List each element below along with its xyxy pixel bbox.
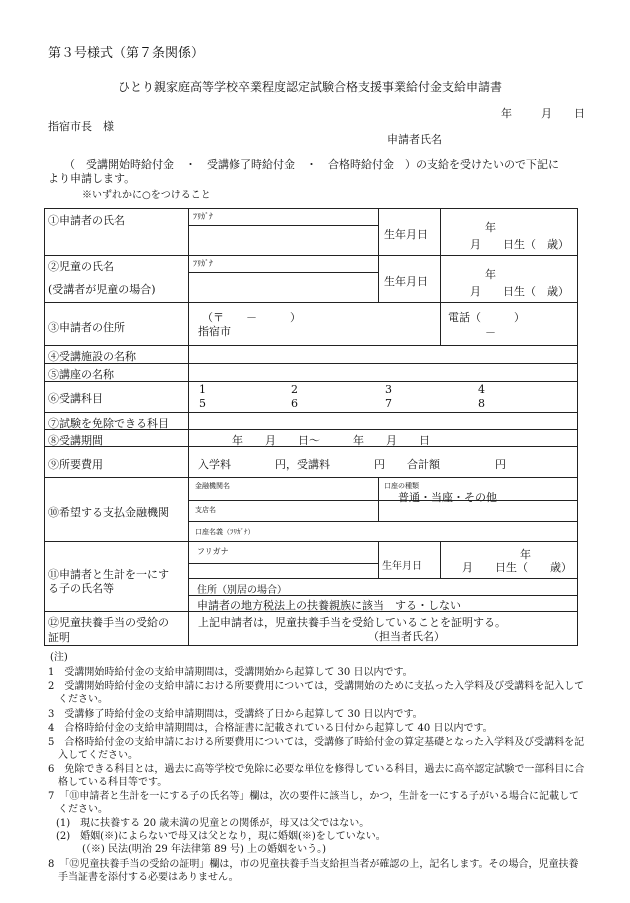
note-line: 手当証書を添付する必要はありません。 xyxy=(48,872,239,883)
note-line: 8 「⑫児童扶養手当の受給の証明」欄は，市の児童扶養手当支給担当者が確認の上，記名します。その場合，児童扶養 xyxy=(48,859,579,870)
note-line: ください。 xyxy=(48,694,108,705)
note-line: 2 受講開始時給付金の支給申請における所要費用については，受講開始のために支払った入学料及び受講料を記入して xyxy=(48,681,585,692)
row11-label: ⑪申請者と生計を一にす xyxy=(48,568,169,581)
note-line: (1) 現に扶養する 20 歳未満の児童との関係が，母又は父ではない。 xyxy=(56,818,370,829)
note-line: 4 合格時給付金の支給申請期間は，合格証書に記載されている日付から起算して 40 日以内です。 xyxy=(48,723,493,734)
row7-label: ⑦試験を免除できる科目 xyxy=(48,417,169,430)
form-number: 第３号様式（第７条関係） xyxy=(48,46,205,61)
request-line-2: より申請します。 xyxy=(48,172,136,185)
residence-label: 住所（別居の場合） xyxy=(197,585,287,596)
account-types: 普通・当座・その他 xyxy=(398,491,497,504)
note-line: 5 合格時給付金の支給申請における所要費用については，受講修了時給付金の算定基礎となった入学料及び受講料を記 xyxy=(48,737,585,748)
phone-label: 電話（ ） xyxy=(448,311,525,324)
row8-label: ⑧受講期間 xyxy=(48,434,103,447)
subject-7: 7 xyxy=(385,397,392,410)
document-title: ひとり親家庭高等学校卒業程度認定試験合格支援事業給付金支給申請書 xyxy=(118,80,503,94)
row11-dob-label: 生年月日 xyxy=(382,561,422,572)
row1-dob-label: 生年月日 xyxy=(384,228,428,241)
certification-text: 上記申請者は，児童扶養手当を受給していることを証明する。 xyxy=(198,616,506,629)
note-line: 格している科目等です。 xyxy=(48,777,168,788)
subject-6: 6 xyxy=(291,397,298,410)
date-month: 月 xyxy=(541,107,552,120)
row11-sublabel: る子の氏名等 xyxy=(48,582,114,595)
row2-label: ②児童の氏名 xyxy=(48,260,114,273)
branch-name-label: 支店名 xyxy=(195,506,216,514)
note-line: 1 受講開始時給付金の支給申請期間は，受講開始から起算して 30 日以内です。 xyxy=(48,667,413,678)
row2-sublabel: (受講者が児童の場合) xyxy=(48,283,156,296)
phone-dash: － xyxy=(485,326,496,339)
note-line: ください。 xyxy=(48,804,108,815)
row5-label: ⑤講座の名称 xyxy=(48,368,114,381)
dependent-status: 申請者の地方税法上の扶養親族に該当 する・しない xyxy=(197,599,461,612)
subject-2: 2 xyxy=(291,383,298,396)
row12-sublabel: 証明 xyxy=(48,631,70,644)
subject-5: 5 xyxy=(199,397,206,410)
request-line-1: （ 受講開始時給付金 ・ 受講修了時給付金 ・ 合格時給付金 ）の支給を受けたいので下記に xyxy=(64,158,559,171)
account-type-label: 口座の種類 xyxy=(384,482,419,490)
row4-label: ④受講施設の名称 xyxy=(48,350,136,363)
row1-furigana: ﾌﾘｶﾞﾅ xyxy=(193,212,213,221)
fees: 入学料 円，受講料 円 合計額 円 xyxy=(198,458,506,471)
row6-label: ⑥受講科目 xyxy=(48,392,103,405)
row2-dob-year: 年 xyxy=(485,268,496,281)
study-period: 年 月 日～ 年 月 日 xyxy=(232,434,430,447)
note-line: (（※) 民法(明治 29 年法律第 89 号) 上の婚姻をいう。) xyxy=(72,844,327,855)
subject-8: 8 xyxy=(478,397,485,410)
subject-3: 3 xyxy=(385,383,392,396)
applicant-name-label: 申請者氏名 xyxy=(387,133,442,146)
date-day: 日 xyxy=(574,107,585,120)
note-line: (2) 婚姻(※)によらないで母又は父となり，現に婚姻(※)をしていない。 xyxy=(56,831,386,842)
row2-dob-rest: 月 日生（ 歳） xyxy=(470,285,569,298)
row11-dob-year: 年 xyxy=(520,548,531,561)
date-year: 年 xyxy=(501,107,512,120)
bank-name-label: 金融機関名 xyxy=(195,482,230,490)
row2-furigana: ﾌﾘｶﾞﾅ xyxy=(193,259,213,268)
account-holder-label: 口座名義（ﾌﾘｶﾞﾅ） xyxy=(195,528,255,536)
row10-label: ⑩希望する支払金融機関 xyxy=(48,506,169,519)
note-line: 入してください。 xyxy=(48,750,138,761)
row9-label: ⑨所要費用 xyxy=(48,458,103,471)
row11-furigana: フリガナ xyxy=(197,547,229,556)
row2-dob-label: 生年月日 xyxy=(384,275,428,288)
note-line: 7 「⑪申請者と生計を一にする子の氏名等」欄は，次の要件に該当し，かつ，生計を一にする子がいる場合に記載して xyxy=(48,791,579,802)
row11-dob-rest: 月 日生（ 歳） xyxy=(462,561,572,574)
subject-4: 4 xyxy=(478,383,485,396)
row1-dob-year: 年 xyxy=(485,221,496,234)
addressee: 指宿市長 様 xyxy=(48,120,114,133)
address-city: 指宿市 xyxy=(198,325,231,338)
officer-name-label: （担当者氏名） xyxy=(368,630,445,643)
subject-1: 1 xyxy=(199,383,206,396)
postal-code: （〒 － ） xyxy=(202,311,301,324)
notes-heading: (注) xyxy=(50,652,68,663)
row12-label: ⑫児童扶養手当の受給の xyxy=(48,616,169,629)
row1-dob-rest: 月 日生（ 歳） xyxy=(470,238,569,251)
note-line: 6 免除できる科目とは，過去に高等学校で免除に必要な単位を修得している科目，過去に高卒認定試験で一部科目に合 xyxy=(48,764,585,775)
row3-label: ③申請者の住所 xyxy=(48,321,125,334)
request-note: ※いずれかに○をつけること xyxy=(82,190,211,201)
row1-label: ①申請者の氏名 xyxy=(48,214,125,227)
note-line: 3 受講修了時給付金の支給申請期間は，受講終了日から起算して 30 日以内です。 xyxy=(48,709,423,720)
